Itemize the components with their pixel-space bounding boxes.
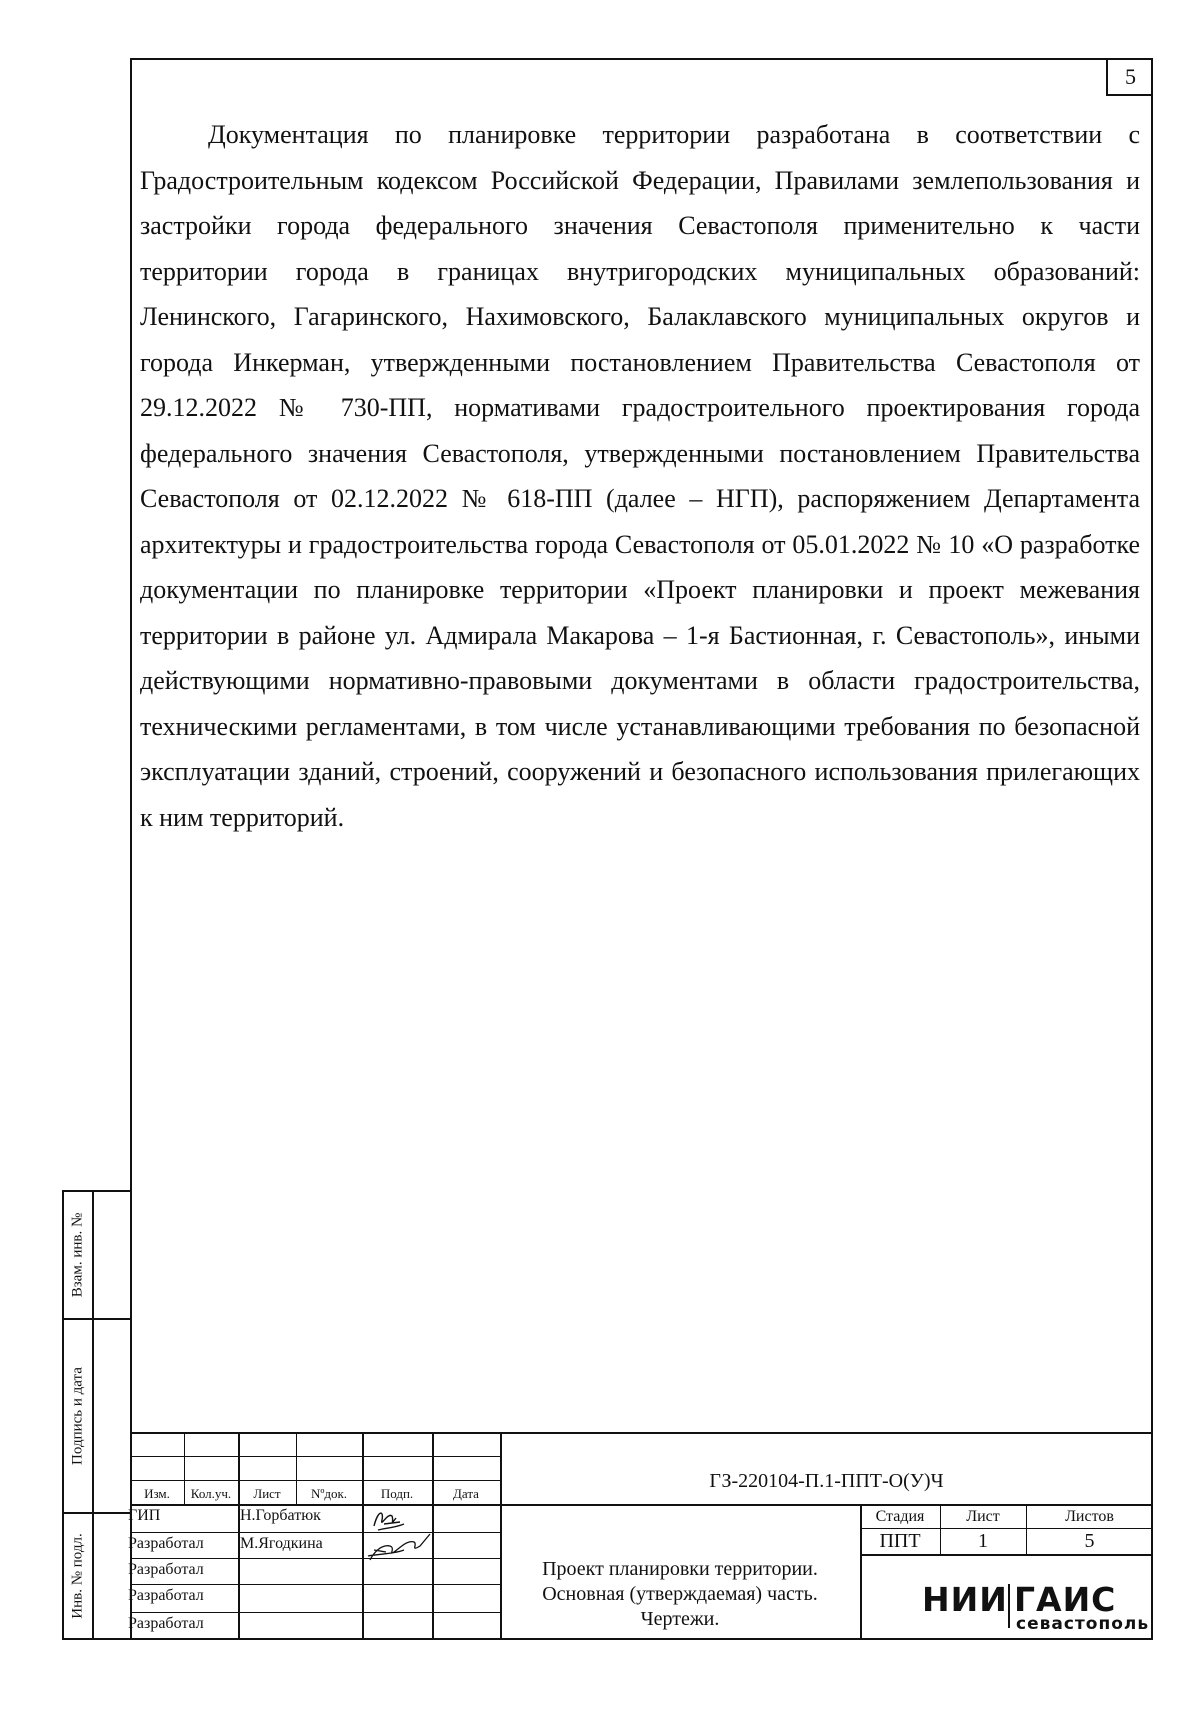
sheet-value: 1 <box>978 1530 988 1552</box>
sheets-value: 5 <box>1084 1530 1095 1552</box>
row-role: Разработал <box>128 1615 204 1632</box>
logo-sub: севастополь <box>1016 1614 1150 1634</box>
description-line: Основная (утверждаемая) часть. <box>542 1583 818 1605</box>
row-role: Разработал <box>128 1535 204 1552</box>
header-ndok: Nºдок. <box>310 1486 348 1501</box>
row-role: Разработал <box>128 1587 204 1604</box>
header-izm: Изм. <box>144 1486 170 1501</box>
document-code: ГЗ-220104-П.1-ППТ-О(У)Ч <box>709 1470 944 1492</box>
signature-gorbatyuk <box>370 1506 410 1532</box>
page-number: 5 <box>1106 60 1153 96</box>
description-line: Проект планировки территории. <box>542 1558 818 1580</box>
side-label-podpis: Подпись и дата <box>69 1367 86 1465</box>
description-line: Чертежи. <box>640 1608 720 1630</box>
signature-yagodkina <box>364 1530 434 1564</box>
row-name: М.Ягодкина <box>240 1535 323 1552</box>
header-kol: Кол.уч. <box>190 1486 232 1501</box>
logo-left: НИИ <box>922 1580 1008 1619</box>
row-role: ГИП <box>128 1507 161 1524</box>
logo-divider <box>1008 1584 1010 1628</box>
stage-header: Стадия <box>875 1508 925 1525</box>
body-paragraph: Документация по планировке территории разработана в соответствии с Градостроительным кодексом Российской Федерации, Правилами землепользования и застройки города федерального значения Севастополя применительно к части территории города в границах внутригородских муниципальных образований: Ленинского, Гагаринского, Нахимовского, Балаклавского муниципальных округов и города Инкерман, утвержденными постановлением Правительства Севастополя от 29.12.2022 № 730-ПП, нормативами градостроительного проектирования города федерального значения Севастополя, утвержденными постановлением Правительства Севастополя от 02.12.2022 № 618-ПП (далее – НГП), распоряжением Департамента архитектуры и градостроительства города Севастополя от 05.01.2022 № 10 «О разработке документации по планировке территории «Проект планировки и проект межевания территории в районе ул. Адмирала Макарова – 1-я Бастионная, г. Севастополь», иными действующими нормативно-правовыми документами в области градостроительства, техническими регламентами, в том числе устанавливающими требования по безопасной эксплуатации зданий, строений, сооружений и безопасного использования прилегающих к ним территорий. <box>140 120 1140 832</box>
side-label-vzam: Взам. инв. № <box>69 1212 86 1298</box>
company-logo <box>890 1572 1153 1638</box>
side-stamp-podpis <box>62 1318 130 1514</box>
row-role: Разработал <box>128 1561 204 1578</box>
side-label-inv: Инв. № подл. <box>69 1533 86 1619</box>
sheets-header: Листов <box>1065 1508 1114 1525</box>
body-text <box>140 112 1140 840</box>
side-stamp-vzam <box>62 1190 130 1320</box>
side-stamp-inv <box>62 1512 130 1640</box>
header-podp: Подп. <box>380 1486 414 1501</box>
header-list: Лист <box>253 1486 281 1501</box>
logo-right: ГАИС <box>1014 1580 1117 1619</box>
sheet-header: Лист <box>966 1508 1000 1525</box>
row-name: Н.Горбатюк <box>240 1507 321 1524</box>
document-description <box>500 1557 860 1632</box>
title-block <box>130 1432 1153 1640</box>
header-data: Дата <box>453 1486 479 1501</box>
stage-value: ППТ <box>879 1530 921 1552</box>
